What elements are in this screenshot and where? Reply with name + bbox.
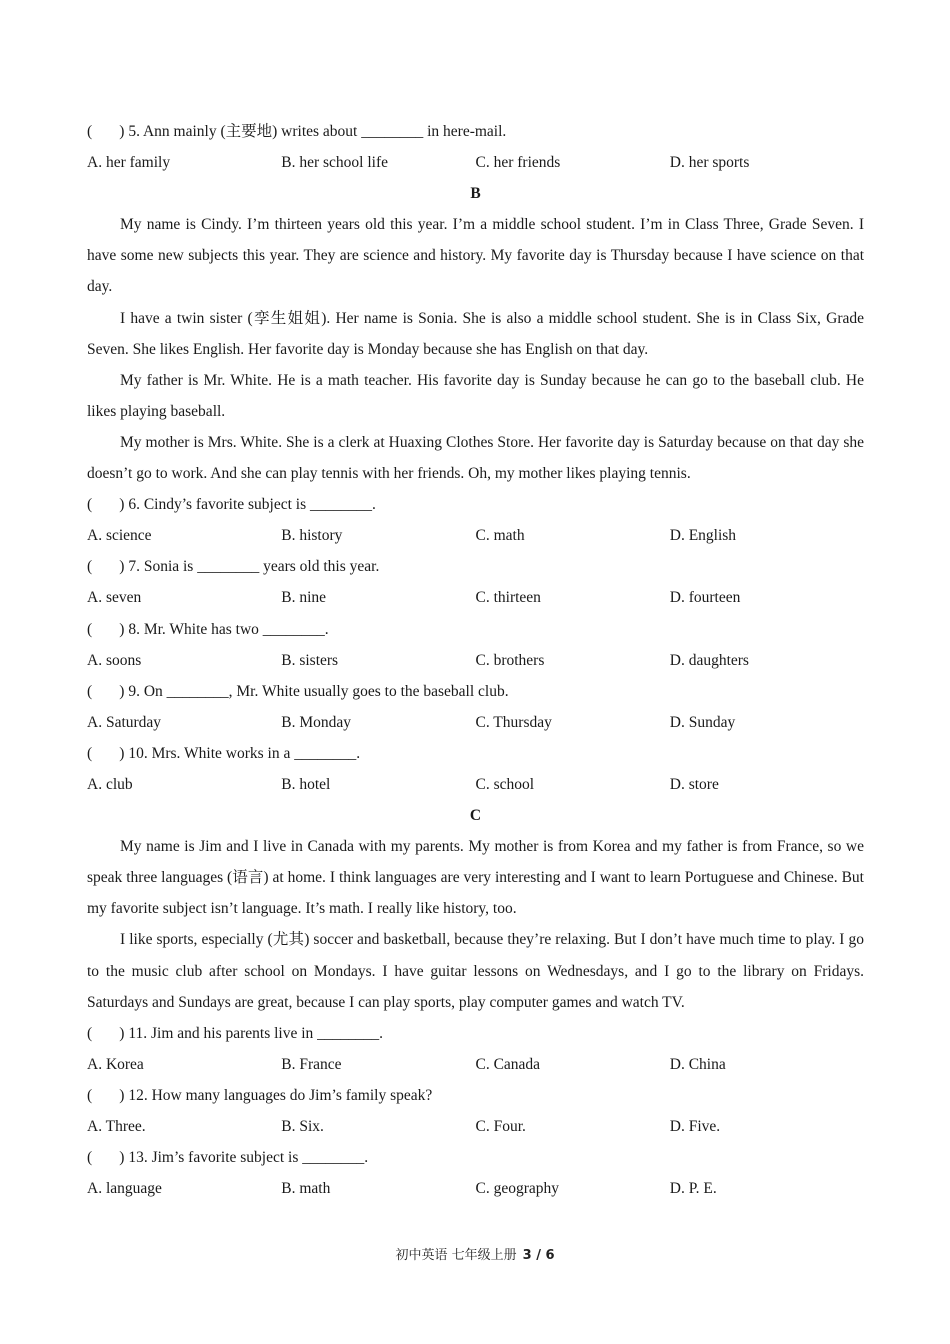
footer-text: 初中英语 七年级上册	[395, 1248, 517, 1263]
question-11-stem: ( ) 11. Jim and his parents live in ________.	[87, 1024, 384, 1042]
option-d: D. China	[669, 1055, 726, 1073]
option-a: A. science	[87, 527, 152, 545]
option-b: B. sisters	[281, 651, 339, 669]
option-c: C. thirteen	[475, 589, 541, 607]
option-d: D. Sunday	[669, 713, 736, 731]
question-12-options	[87, 1111, 864, 1142]
question-8-stem: ( ) 8. Mr. White has two ________.	[87, 620, 329, 638]
option-d: D. P. E.	[669, 1180, 717, 1198]
question-12-stem: ( ) 12. How many languages do Jim’s family speak?	[87, 1086, 433, 1104]
option-c: C. Thursday	[475, 713, 552, 731]
question-10-options	[87, 769, 864, 800]
section-c-paragraph: I like sports, especially (尤其) soccer and basketball, because they’re relaxing. But I don’t have much time to play. I go to the music club after school on Mondays. I have guitar lessons on Wednesdays, and I go to the library on Fridays. Saturdays and Sundays are great, because I can play sports, play computer games and watch TV.	[87, 931, 864, 1011]
section-c-paragraph: My name is Jim and I live in Canada with my parents. My mother is from Korea and my father is from France, so we speak three languages (语言) at home. I think languages are very interesting and I want to learn Portuguese and Chinese. But my favorite subject isn’t language. It’s math. I really like history, too.	[87, 838, 864, 918]
question-5-options	[87, 147, 864, 178]
option-b: B. France	[281, 1055, 342, 1073]
section-c-title: C	[469, 807, 482, 825]
option-c: C. brothers	[475, 651, 545, 669]
option-a: A. language	[87, 1180, 162, 1198]
option-a: A. her family	[87, 154, 171, 172]
option-d: D. daughters	[669, 651, 749, 669]
section-b-paragraph: My father is Mr. White. He is a math teacher. His favorite day is Sunday because he can go to the baseball club. He likes playing baseball.	[87, 371, 864, 420]
document-page	[87, 116, 864, 1204]
question-7-options	[87, 582, 864, 613]
option-b: B. Six.	[281, 1118, 324, 1135]
option-c: C. geography	[475, 1180, 560, 1198]
question-9-stem: ( ) 9. On ________, Mr. White usually goes to the baseball club.	[87, 682, 509, 700]
option-a: A. Saturday	[87, 713, 162, 731]
question-11-options	[87, 1049, 864, 1080]
option-b: B. math	[281, 1180, 331, 1198]
page-footer	[0, 1244, 950, 1263]
question-10-stem: ( ) 10. Mrs. White works in a ________.	[87, 744, 361, 762]
question-8-options	[87, 645, 864, 676]
option-c: C. school	[475, 775, 535, 793]
option-b: B. hotel	[281, 775, 331, 793]
option-a: A. Three.	[87, 1118, 146, 1135]
section-b-title: B	[470, 185, 481, 203]
question-7-stem: ( ) 7. Sonia is ________ years old this year.	[87, 558, 380, 576]
option-c: C. math	[475, 527, 525, 545]
option-a: A. soons	[87, 651, 142, 669]
option-a: A. seven	[87, 589, 142, 607]
option-b: B. her school life	[281, 154, 389, 172]
option-b: B. history	[281, 527, 343, 545]
section-b-paragraph: I have a twin sister (孪生姐姐). Her name is Sonia. She is also a middle school student. She is in Class Six, Grade Seven. She likes English. Her favorite day is Monday because she has English on that day.	[87, 309, 864, 358]
question-9-options	[87, 707, 864, 738]
question-6-stem: ( ) 6. Cindy’s favorite subject is ________.	[87, 496, 376, 514]
question-6-options	[87, 520, 864, 551]
option-c: C. her friends	[475, 154, 561, 172]
question-5-stem: ( ) 5. Ann mainly (主要地) writes about ________ in here-mail.	[87, 123, 507, 140]
option-b: B. nine	[281, 589, 327, 607]
option-d: D. Five.	[669, 1118, 721, 1135]
option-c: C. Four.	[475, 1118, 526, 1135]
option-d: D. her sports	[669, 154, 750, 172]
section-b-paragraph: My name is Cindy. I’m thirteen years old this year. I’m a middle school student. I’m in Class Three, Grade Seven. I have some new subjects this year. They are science and history. My favorite day is Thursday because I have science on that day.	[87, 216, 864, 296]
option-d: D. fourteen	[669, 589, 741, 607]
option-d: D. store	[669, 775, 719, 793]
option-b: B. Monday	[281, 713, 351, 731]
question-13-options	[87, 1173, 864, 1204]
option-a: A. club	[87, 775, 133, 793]
page-number: 3 / 6	[522, 1248, 555, 1263]
question-13-stem: ( ) 13. Jim’s favorite subject is ________.	[87, 1149, 369, 1167]
option-c: C. Canada	[475, 1055, 541, 1073]
section-b-paragraph: My mother is Mrs. White. She is a clerk at Huaxing Clothes Store. Her favorite day is Saturday because on that day she doesn’t go to work. And she can play tennis with her friends. Oh, my mother likes playing tennis.	[87, 433, 864, 483]
option-a: A. Korea	[87, 1055, 144, 1073]
option-d: D. English	[669, 527, 737, 545]
